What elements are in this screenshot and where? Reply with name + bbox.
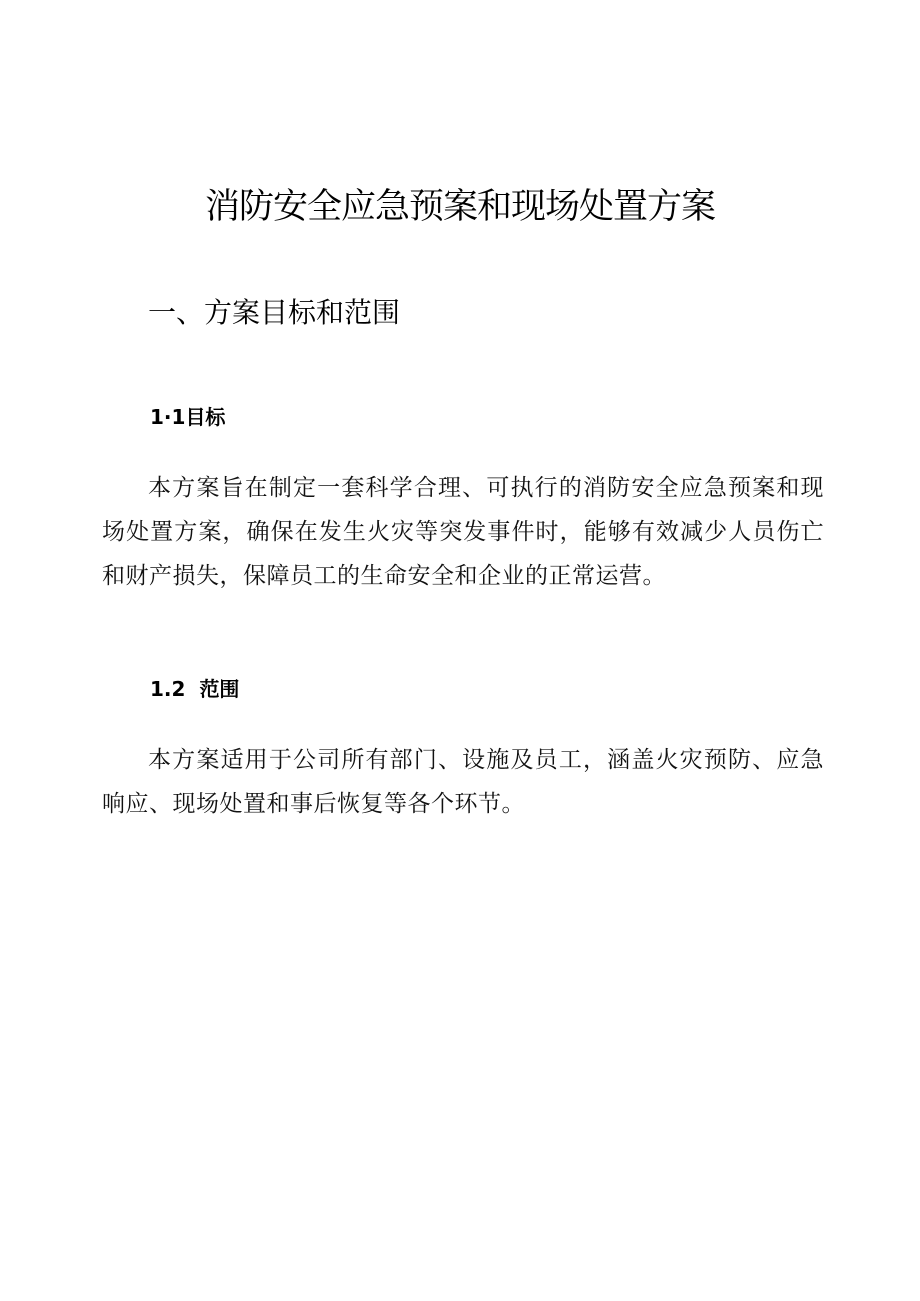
subsection-heading-scope: [150, 675, 239, 703]
scope-paragraph: 本方案适用于公司所有部门、设施及员工，涵盖火灾预防、应急响应、现场处置和事后恢复等各个环节。: [102, 747, 824, 817]
subsection-heading-goal: [150, 403, 225, 431]
subsection-label: 目标: [185, 405, 226, 429]
document-title: 消防安全应急预案和现场处置方案: [204, 187, 715, 227]
goal-paragraph: 本方案旨在制定一套科学合理、可执行的消防安全应急预案和现场处置方案，确保在发生火灾等突发事件时，能够有效减少人员伤亡和财产损失，保障员工的生命安全和企业的正常运营。: [102, 475, 824, 589]
section-heading: 一、方案目标和范围: [148, 296, 401, 329]
subsection-label: 范围: [199, 677, 240, 701]
subsection-number: 1.2: [150, 677, 186, 701]
subsection-number: 1·1: [150, 405, 186, 429]
